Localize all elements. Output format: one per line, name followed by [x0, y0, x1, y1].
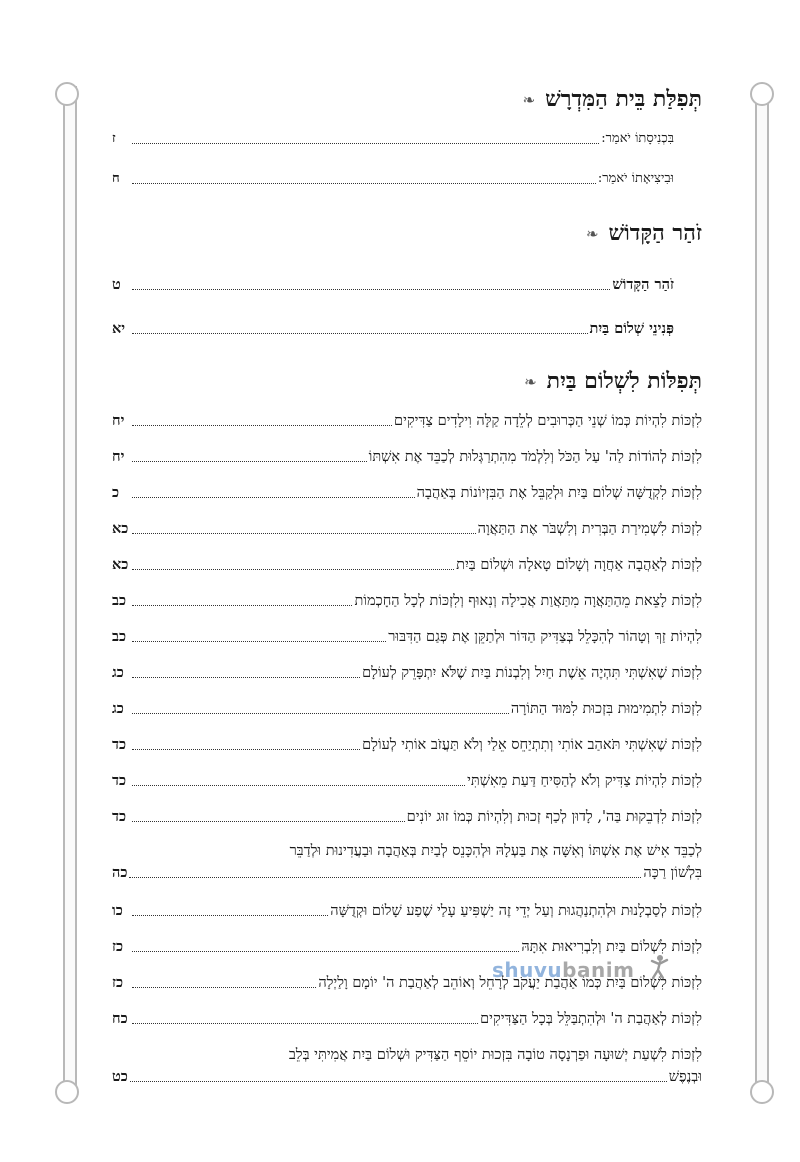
- toc-entry[interactable]: לִזְכּוֹת לְאַהֲבַת ה' וּלְהִתְבַּלֵּל בְּכָל הַצַּדִּיקִים כח: [112, 1008, 702, 1030]
- toc-entry[interactable]: לִזְכּוֹת לִדְבֵקוּת בַּה', לָדוּן לְכַף זְכוּת וְלִהְיוֹת כְּמוֹ זוּג יוֹנִים כד: [112, 806, 702, 828]
- page-number: כז: [112, 974, 124, 991]
- toc-entry[interactable]: וּבִיצִיאָתוֹ יֹאמַר: ח: [112, 168, 702, 190]
- page-number: יח: [112, 412, 125, 429]
- leader-dots: [132, 784, 465, 786]
- left-scroll-border: [63, 86, 77, 1098]
- toc-entry[interactable]: לִזְכּוֹת לִקְדֻשָּׁה שְׁלוֹם בַּיִת וּלְקַבֵּל אֶת הַבִּזְיוֹנוֹת בְּאַהֲבָה כ: [112, 482, 702, 504]
- page-number: ח: [112, 171, 120, 186]
- leader-dots: [132, 914, 328, 916]
- page-number: כב: [112, 592, 127, 609]
- page-number: כב: [112, 628, 127, 645]
- leader-dots: [132, 460, 367, 462]
- toc-entry[interactable]: לִזְכּוֹת לִהְיוֹת כְּמוֹ שְׁנֵי הַכְּרוּבִים לְלֵדָה קַלָּה וִילָדִים צַדִּיקִים יח: [112, 410, 702, 432]
- ornament-icon: ❧: [585, 225, 599, 243]
- toc-entry[interactable]: לִזְכּוֹת לִשְׁלוֹם בַּיִת וְלִבְרִיאוּת אִתָּהּ כז: [112, 936, 702, 958]
- right-scroll-top-cap: [750, 82, 774, 106]
- leader-dots: [132, 820, 405, 822]
- dancing-figure-icon: [648, 954, 670, 980]
- toc-entry[interactable]: לִזְכּוֹת לְסַבְלָנוּת וּלְהִתְנַהֲגוּת וְעַל יְדֵי זֶה יַשְׁפִּיעַ עָלַי שֶׁפַע שָׁלוֹם וּקְדֻשָּׁה כו: [112, 900, 702, 922]
- toc-entry[interactable]: לִזְכּוֹת שֶׁאִשְׁתִּי תִּהְיֶה אֵשֶׁת חַיִל וְלִבְנוֹת בַּיִת שֶׁלֹּא יִתְפָּרֵק לְעוֹלָם כג: [112, 662, 702, 684]
- section-title-shalom-bayit: [524, 366, 702, 397]
- page-number: ז: [112, 131, 116, 146]
- leader-dots: [132, 332, 588, 334]
- page-number: כט: [112, 1068, 128, 1085]
- page-number: כה: [112, 864, 128, 881]
- section-title-text: תְּפִלַּת בֵּית הַמִּדְרָשׁ: [545, 86, 702, 112]
- watermark: shuvubanim: [492, 958, 635, 982]
- leader-dots: [132, 496, 415, 498]
- page-number: כג: [112, 664, 124, 681]
- leader-dots: [130, 1080, 667, 1082]
- leader-dots: [132, 950, 519, 952]
- left-scroll-bottom-cap: [55, 1080, 79, 1104]
- toc-entry[interactable]: לִזְכּוֹת לִתְמִימוּת בִּזְכוּת לִמּוּד הַתּוֹרָה כג: [112, 698, 702, 720]
- leader-dots: [132, 676, 360, 678]
- page-number: כג: [112, 700, 124, 717]
- page-number: כד: [112, 772, 127, 789]
- toc-entry[interactable]: לִזְכּוֹת לִהְיוֹת צַדִּיק וְלֹא לְהַסִּיחַ דַּעַת מֵאִשְׁתִּי כד: [112, 770, 702, 792]
- leader-dots: [132, 604, 352, 606]
- toc-entry[interactable]: לִזְכּוֹת לָצֵאת מֵהַתַּאֲוָה מִתַּאֲוַת אֲכִילָה וְנִאוּף וְלִזְכּוֹת לְכָל הַחָכְמוֹת כב: [112, 590, 702, 612]
- page-number: כא: [112, 520, 129, 537]
- page-number: כ: [112, 484, 120, 501]
- toc-entry[interactable]: לְכַבֵּד אִישׁ אֶת אִשְׁתּוֹ וְאִשָּׁה אֶת בַּעְלָהּ וּלְהִכָּנֵס לְבַיִת בְּאַהֲבָה וּבַעֲדִינוּת וּלְדַבֵּר בִּלְשׁוֹן רַכָּה כה: [112, 840, 702, 884]
- toc-entry[interactable]: זֹהַר הַקָּדוֹשׁ ט: [112, 274, 702, 296]
- leader-dots: [132, 568, 454, 570]
- page-number: כח: [112, 1010, 128, 1027]
- toc-entry[interactable]: לִזְכּוֹת לְאַהֲבָה אַחֲוָה וְשָׁלוֹם טָאלָה וּשְׁלוֹם בַּיִת כא: [112, 554, 702, 576]
- leader-dots: [132, 142, 599, 144]
- leader-dots: [132, 182, 596, 184]
- ornament-icon: ❧: [524, 373, 537, 391]
- page-number: כד: [112, 808, 127, 825]
- section-title-text: זֹהַר הַקָּדוֹשׁ: [608, 220, 702, 246]
- page-number: יא: [112, 320, 126, 337]
- section-title-beit-midrash: [523, 84, 702, 115]
- left-scroll-top-cap: [55, 82, 79, 106]
- page-number: ט: [112, 276, 121, 293]
- toc-entry[interactable]: לִזְכּוֹת לִשְׁעַת יְשׁוּעָה וּפַרְנָסָה טוֹבָה בִּזְכוּת יוֹסֵף הַצַּדִּיק וּשְׁלוֹם בַּיִת אֲמִיתִּי בְּלֵב וּבְנֶפֶשׁ כט: [112, 1044, 702, 1088]
- leader-dots: [132, 712, 509, 714]
- leader-dots: [132, 986, 316, 988]
- page-number: כז: [112, 938, 124, 955]
- right-scroll-bottom-cap: [750, 1080, 774, 1104]
- toc-entry[interactable]: בִּכְנִיסָתוֹ יֹאמַר: ז: [112, 128, 702, 150]
- leader-dots: [132, 288, 610, 290]
- page-number: כו: [112, 902, 123, 919]
- toc-entry[interactable]: לִזְכּוֹת לְהוֹדוֹת לַה' עַל הַכֹּל וְלִלְמֹד מִהִתְרַגְּלוּת לְכַבֵּד אֶת אִשְׁתּוֹ יח: [112, 446, 702, 468]
- toc-entry[interactable]: לִזְכּוֹת לִשְׁלוֹם בַּיִת כְּמוֹ אַהֲבַת יַעֲקֹב לְרָחֵל וְאוֹהֵב לְאַהֲבַת ה' יוֹמָם וָלַיְלָה כז: [112, 972, 702, 994]
- right-scroll-border: [755, 86, 769, 1098]
- leader-dots: [129, 876, 641, 878]
- page-number: כד: [112, 736, 127, 753]
- toc-entry[interactable]: לִזְכּוֹת שֶׁאִשְׁתִּי תֹּאהַב אוֹתִי וְתִתְיַחֵס אֵלַי וְלֹא תַּעֲזֹב אוֹתִי לְעוֹלָם כד: [112, 734, 702, 756]
- toc-entry[interactable]: פְּנִינֵי שְׁלוֹם בַּיִת יא: [112, 318, 702, 340]
- toc-entry[interactable]: לִזְכּוֹת לִשְׁמִירַת הַבְּרִית וְלִשְׁבֹּר אֶת הַתַּאֲוָה כא: [112, 518, 702, 540]
- section-title-text: תְּפִלּוֹת לִשְׁלוֹם בַּיִת: [546, 368, 702, 394]
- page-number: כא: [112, 556, 129, 573]
- leader-dots: [132, 532, 476, 534]
- leader-dots: [132, 640, 386, 642]
- toc-entry[interactable]: לִהְיוֹת זַךְ וְטָהוֹר לְהִכָּלֵל בְּצַדִּיק הַדּוֹר וּלְתַקֵּן אֶת פְּגַם הַדִּבּוּר כב: [112, 626, 702, 648]
- leader-dots: [132, 748, 360, 750]
- page-number: יח: [112, 448, 125, 465]
- section-title-zohar: [586, 218, 702, 249]
- leader-dots: [132, 424, 392, 426]
- ornament-icon: ❧: [522, 91, 536, 109]
- leader-dots: [132, 1022, 478, 1024]
